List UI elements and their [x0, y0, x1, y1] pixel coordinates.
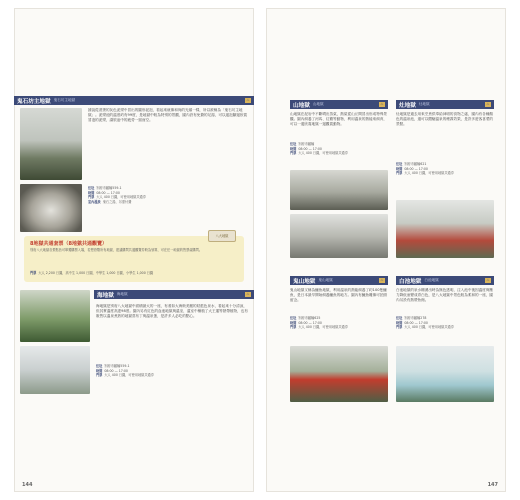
section-subtitle: 鬼石坊主地獄: [53, 98, 76, 102]
info-block: 住址 別府市鐵輪559-1 時間 08:00 — 17:00 門票 大人 400 日圓，可使用地獄共通券 室內溫泉 鬼石之湯，另需付費: [88, 186, 146, 204]
section-title: 灶地獄: [399, 102, 416, 109]
section-header-yama: [290, 100, 388, 109]
section-header-oniishi: [14, 96, 254, 105]
page-number: 144: [22, 482, 33, 488]
oniyama-photo: [290, 346, 388, 402]
hot-spring-icon: ♨: [380, 278, 384, 282]
section-title: 白池地獄: [399, 278, 422, 285]
section-body: 鬼山地獄又稱為鱷魚地獄，利用溫泉的熱能飼養了約100隻鱷魚，是日本最早開始飼養鱷魚的地方。園內有鱷魚雕像可拍照留念。: [290, 288, 388, 303]
info-block: 住址 別府市鐵輪278 時間 08:00 — 17:00 門票 大人 400 日圓，可使用地獄共通券: [396, 316, 454, 330]
kamado-photo: [396, 200, 494, 258]
ticket-tag: 八大地獄: [208, 230, 236, 242]
hot-spring-icon: ♨: [486, 102, 490, 106]
mud-pool-photo: [20, 184, 82, 232]
section-title: 山地獄: [293, 102, 310, 109]
info-block: 住址 別府市鐵輪625 時間 08:00 — 17:00 門票 大人 400 日圓，可使用地獄共通券: [290, 316, 348, 330]
section-subtitle: 山地獄: [312, 102, 324, 106]
section-body: 據說從滾燙的灰色泥漿中冒出的圓形泥泡，看起來就像和尚的光頭一樣，所以被稱為「鬼石坊主地獄」。泥漿池的溫度約有99度，是地獄中較為特別的景觀，園內設有免費的足湯，可以邊泡腳邊欣賞冒泡的泥漿，讓旅途中的疲勞一掃而空。: [88, 108, 248, 123]
section-header-shiraike: [396, 276, 494, 285]
hot-spring-icon: ♨: [486, 278, 490, 282]
callout-price: 門票 大人 2,200 日圓，高中生 1,000 日圓，中學生 1,000 日圓，小學生 1,000 日圓: [30, 271, 154, 275]
section-body: 山地獄在泥岩中不斷噴出蒸氣，熱氣從山丘間冒出形成特殊景觀。園內飼養了河馬、紅鶴等動物，利用溫泉的熱能來飼育，可以一邊欣賞地獄一邊觀賞動物。: [290, 112, 388, 127]
hot-spring-icon: ♨: [246, 292, 250, 296]
section-body: 灶地獄是過去用來烹煮供奉給神明的食物之處，園內有各種顏色的溫泉池，還可以體驗溫泉的煙霧效果，是許多遊客喜愛的景點。: [396, 112, 494, 127]
section-subtitle: 灶地獄: [418, 102, 430, 106]
section-body: 白池地獄的泉水剛湧出時為無色透明，注入池中後因溫度與壓力降低而變成青白色，是八大地獄中景色較為柔和的一座，園內另設有熱帶魚館。: [396, 288, 494, 303]
section-header-oniyama: [290, 276, 388, 285]
yama-sign-photo: [290, 170, 388, 210]
section-header-umi: [94, 290, 254, 299]
right-page: [266, 8, 506, 492]
section-subtitle: 鬼山地獄: [318, 278, 333, 282]
section-title: 海地獄: [97, 292, 114, 299]
page-number: 147: [487, 482, 498, 488]
steam-tower-photo: [20, 346, 90, 394]
garden-photo: [20, 290, 90, 342]
section-subtitle: 白池地獄: [424, 278, 439, 282]
section-title: 鬼石坊主地獄: [17, 98, 51, 105]
info-block: 住址 別府市鐵輪621 時間 08:00 — 17:00 門票 大人 400 日圓，可使用地獄共通券: [396, 162, 454, 176]
left-page: [14, 8, 254, 492]
section-subtitle: 海地獄: [116, 292, 128, 296]
section-header-kamado: [396, 100, 494, 109]
hot-spring-icon: ♨: [246, 98, 250, 102]
yama-steam-photo: [290, 214, 388, 258]
steam-photo: [20, 108, 82, 180]
section-body: 海地獄是別府八大地獄中面積最大的一座，有著如大海般美麗的鈷藍色泉水，看起來十分清涼，但其實溫度高達98度。園內另有紅色的血池地獄與溫室，溫室中種植了大王蓮等熱帶植物，也有販售以溫泉煮熟的地獄蒸布丁與溫泉蛋，是許多人必吃的點心。: [96, 304, 248, 319]
callout-title: 8地獄共通套票（8地獄共通觀覽）: [30, 241, 107, 247]
combo-ticket-callout: [24, 236, 244, 282]
hot-spring-icon: ♨: [380, 102, 384, 106]
shiraike-photo: [396, 346, 494, 402]
info-block: 住址 別府市鐵輪559-1 時間 08:00 — 17:00 門票 大人 400 日圓，可使用地獄共通券: [96, 364, 154, 378]
callout-body: 別府八大地獄各景點皆可單獨購票入場，若想遊覽所有地獄，建議購買共通觀覽券較為划算，可在任一地獄的售票處購買。: [30, 248, 203, 252]
section-title: 鬼山地獄: [293, 278, 316, 285]
info-block: 住址 別府市鐵輪 時間 08:00 — 17:00 門票 大人 400 日圓，可使用地獄共通券: [290, 142, 348, 156]
